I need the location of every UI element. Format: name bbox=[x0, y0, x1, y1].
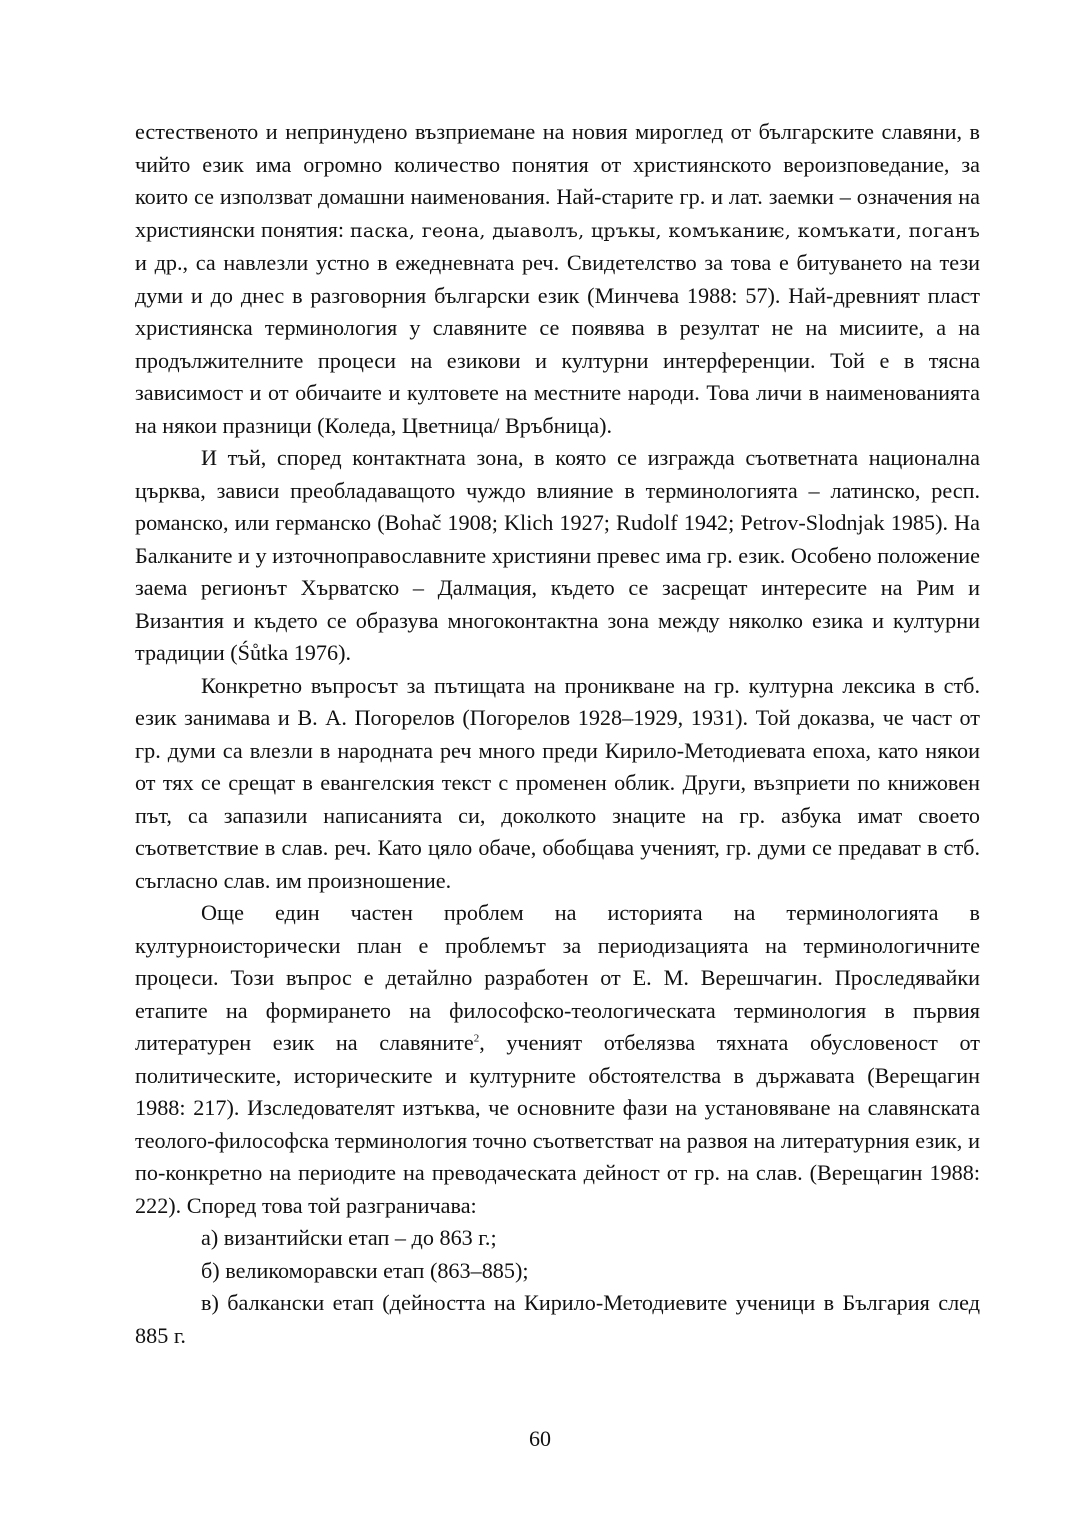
paragraph-4-part-1: Още един частен проблем на историята на терминологията в културноисторически план е проблемът за периодизацията на терминологичните процеси. Този въпрос е детайлно разработен от Е. М. Верешчагин. Проследявайки етапите на формирането на философско-теологическата терминология в първия литературен език на славяните bbox=[135, 900, 980, 1055]
old-slavonic-terms: паска, геона, дыаволъ, цръкы, комъканиѥ, комъкати, поганъ bbox=[349, 219, 981, 242]
paragraph-1-part-1: естественото и непринудено възприемане на новия мироглед от българските славяни, в чийто език има огромно количество понятия от християнското вероизповедание, за които се използват домашни наименования. Най-старите гр. и лат. заемки – означения на християнски понятия: bbox=[135, 119, 980, 242]
list-item-balkan: в) балкански етап (дейността на Кирило-Методиевите ученици в България след 885 г. bbox=[135, 1290, 980, 1348]
page-number: 60 bbox=[529, 1426, 551, 1451]
footnote-reference: 2 bbox=[473, 1032, 480, 1045]
body-text bbox=[135, 116, 980, 1352]
paragraph-1 bbox=[135, 116, 980, 442]
paragraph-4-part-2: , ученият отбелязва тяхната обусловеност от политическите, историческите и културните обстоятелства в държавата (Верещагин 1988: 217). Изследователят изтъква, че основните фази на установяване на славянската теолого-философска терминология точно съответстват на развоя на литературния език, и по-конкретно на периодите на преводаческата дейност от гр. на слав. (Верещагин 1988: 222). Според това той разграничава: bbox=[135, 1030, 980, 1218]
list-item-byzantine: а) византийски етап – до 863 г.; bbox=[201, 1225, 497, 1250]
list-item-great-moravian: б) великоморавски етап (863–885); bbox=[201, 1257, 529, 1283]
paragraph-4 bbox=[135, 897, 980, 1222]
paragraph-1-part-2: и др., са навлезли устно в ежедневната реч. Свидетелство за това е битуването на тези думи и до днес в разговорния български език (Минчева 1988: 57). Най-древният пласт християнска терминология у славяните се появява в резултат не на мисиите, а на продължителните процеси на езикови и културни интерференции. Той е в тясна зависимост и от обичаите и култовете на местните народи. Това личи в наименованията на някои празници (Коледа, Цветница/ Връбница). bbox=[135, 250, 980, 438]
paragraph-2: И тъй, според контактната зона, в която се изгражда съответната национална църква, зависи преобладаващото чуждо влияние в терминологията – латинско, респ. романско, или германско (Bohač 1908; Klich 1927; Rudolf 1942; Petrov-Slodnjak 1985). На Балканите и у източноправославните християни превес има гр. език. Особено положение заема регионът Хърватско – Далмация, където се засрещат интересите на Рим и Византия и където се образува многоконтактна зона между няколко езика и културни традиции (Śůtka 1976). bbox=[135, 445, 980, 665]
paragraph-3: Конкретно въпросът за пътищата на проникване на гр. културна лексика в стб. език занимава и В. А. Погорелов (Погорелов 1928–1929, 1931). Той доказва, че част от гр. думи са влезли в народната реч много преди Кирило-Методиевата епоха, като някои от тях се срещат в евангелския текст с променен облик. Други, възприети по книжовен път, са запазили написанията си, доколкото знаците на гр. азбука имат своето съответствие в слав. реч. Като цяло обаче, обобщава ученият, гр. думи се предават в стб. съгласно слав. им произношение. bbox=[135, 672, 980, 893]
